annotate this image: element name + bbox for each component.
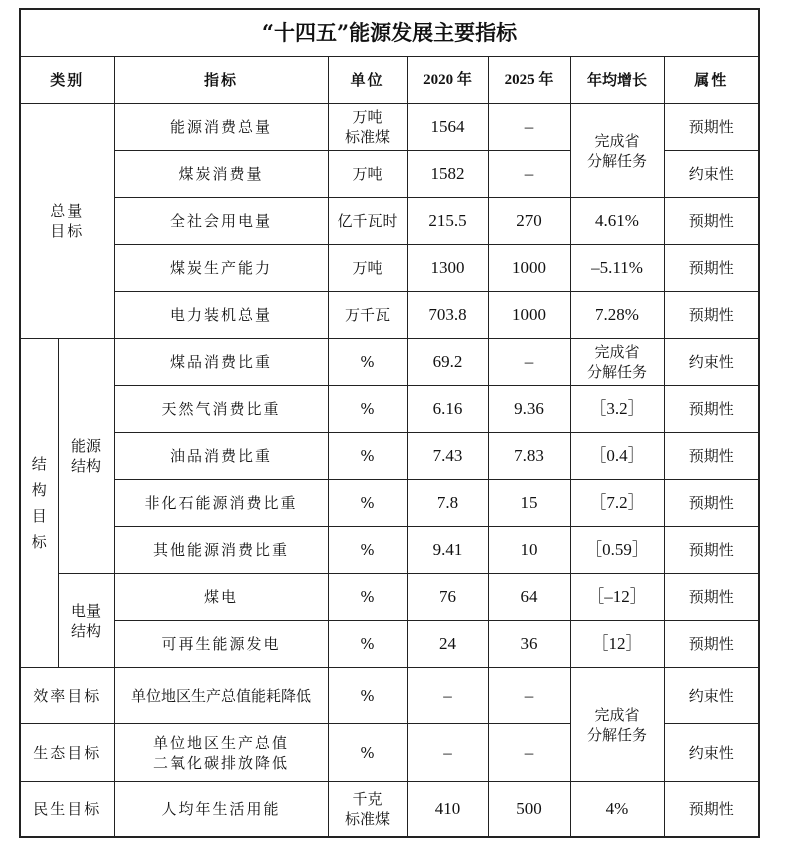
unit-cell: % xyxy=(328,339,407,386)
group-total: 总量 目标 xyxy=(20,104,114,339)
value-2020: 9.41 xyxy=(407,527,488,574)
table-row xyxy=(20,621,759,668)
value-2020: 1300 xyxy=(407,245,488,292)
value-2020: 7.43 xyxy=(407,433,488,480)
indicator-cell: 单位地区生产总值能耗降低 xyxy=(114,668,328,724)
table-title: “十四五”能源发展主要指标 xyxy=(20,9,759,57)
attribute-cell: 约束性 xyxy=(664,151,759,198)
value-2025: – xyxy=(488,724,570,782)
value-2020: 1582 xyxy=(407,151,488,198)
indicator-cell: 煤炭生产能力 xyxy=(114,245,328,292)
group-ecology: 生态目标 xyxy=(20,724,114,782)
unit-cell: % xyxy=(328,668,407,724)
unit-cell: 万吨 标准煤 xyxy=(328,104,407,151)
indicator-cell: 煤炭消费量 xyxy=(114,151,328,198)
value-2025: 64 xyxy=(488,574,570,621)
growth-cell: ［3.2］ xyxy=(570,386,664,433)
unit-cell: % xyxy=(328,724,407,782)
indicator-cell: 煤电 xyxy=(114,574,328,621)
value-2020: – xyxy=(407,668,488,724)
attribute-cell: 预期性 xyxy=(664,621,759,668)
attribute-cell: 预期性 xyxy=(664,574,759,621)
unit-cell: % xyxy=(328,527,407,574)
attribute-cell: 预期性 xyxy=(664,782,759,837)
attribute-cell: 约束性 xyxy=(664,339,759,386)
table-row xyxy=(20,574,759,621)
table-row xyxy=(20,386,759,433)
table-row xyxy=(20,339,759,386)
growth-cell: 4.61% xyxy=(570,198,664,245)
value-2020: – xyxy=(407,724,488,782)
value-2025: 36 xyxy=(488,621,570,668)
attribute-cell: 约束性 xyxy=(664,668,759,724)
indicator-cell: 人均年生活用能 xyxy=(114,782,328,837)
indicator-cell: 其他能源消费比重 xyxy=(114,527,328,574)
unit-cell: 万吨 xyxy=(328,245,407,292)
value-2025: – xyxy=(488,151,570,198)
value-2020: 410 xyxy=(407,782,488,837)
growth-cell: 7.28% xyxy=(570,292,664,339)
growth-cell: ［7.2］ xyxy=(570,480,664,527)
value-2025: 1000 xyxy=(488,245,570,292)
value-2020: 7.8 xyxy=(407,480,488,527)
group-structure: 结 构 目 标 xyxy=(20,339,58,668)
growth-cell: 4% xyxy=(570,782,664,837)
unit-cell: % xyxy=(328,621,407,668)
attribute-cell: 预期性 xyxy=(664,104,759,151)
growth-merged-cell: 完成省 分解任务 xyxy=(570,668,664,782)
indicator-cell: 天然气消费比重 xyxy=(114,386,328,433)
group-efficiency: 效率目标 xyxy=(20,668,114,724)
group-energy-structure: 能源 结构 xyxy=(58,339,114,574)
header-2020: 2020 年 xyxy=(407,57,488,104)
growth-cell: ［0.4］ xyxy=(570,433,664,480)
value-2020: 215.5 xyxy=(407,198,488,245)
header-growth: 年均增长 xyxy=(570,57,664,104)
table-row xyxy=(20,668,759,724)
indicator-cell: 全社会用电量 xyxy=(114,198,328,245)
attribute-cell: 预期性 xyxy=(664,198,759,245)
header-unit: 单位 xyxy=(328,57,407,104)
value-2025: – xyxy=(488,104,570,151)
value-2020: 76 xyxy=(407,574,488,621)
table-row xyxy=(20,198,759,245)
header-category: 类别 xyxy=(20,57,114,104)
attribute-cell: 预期性 xyxy=(664,245,759,292)
table-row xyxy=(20,782,759,837)
unit-cell: % xyxy=(328,574,407,621)
unit-cell: % xyxy=(328,480,407,527)
group-power-structure: 电量 结构 xyxy=(58,574,114,668)
attribute-cell: 预期性 xyxy=(664,527,759,574)
value-2025: 10 xyxy=(488,527,570,574)
value-2025: 15 xyxy=(488,480,570,527)
table-row xyxy=(20,292,759,339)
value-2025: 7.83 xyxy=(488,433,570,480)
table-row xyxy=(20,245,759,292)
value-2020: 24 xyxy=(407,621,488,668)
attribute-cell: 预期性 xyxy=(664,386,759,433)
growth-cell: ［12］ xyxy=(570,621,664,668)
growth-cell: ［–12］ xyxy=(570,574,664,621)
table-row xyxy=(20,480,759,527)
indicator-cell: 油品消费比重 xyxy=(114,433,328,480)
value-2025: – xyxy=(488,339,570,386)
header-indicator: 指标 xyxy=(114,57,328,104)
attribute-cell: 约束性 xyxy=(664,724,759,782)
indicator-cell: 电力装机总量 xyxy=(114,292,328,339)
attribute-cell: 预期性 xyxy=(664,433,759,480)
value-2025: 1000 xyxy=(488,292,570,339)
header-attribute: 属性 xyxy=(664,57,759,104)
unit-cell: 亿千瓦时 xyxy=(328,198,407,245)
unit-cell: 万千瓦 xyxy=(328,292,407,339)
energy-indicators-table xyxy=(19,8,760,838)
indicator-cell: 非化石能源消费比重 xyxy=(114,480,328,527)
unit-cell: 万吨 xyxy=(328,151,407,198)
indicator-cell: 煤品消费比重 xyxy=(114,339,328,386)
attribute-cell: 预期性 xyxy=(664,292,759,339)
table-row xyxy=(20,433,759,480)
value-2020: 703.8 xyxy=(407,292,488,339)
table-row xyxy=(20,104,759,151)
indicator-cell: 能源消费总量 xyxy=(114,104,328,151)
growth-cell: ［0.59］ xyxy=(570,527,664,574)
value-2020: 1564 xyxy=(407,104,488,151)
value-2020: 69.2 xyxy=(407,339,488,386)
value-2025: 500 xyxy=(488,782,570,837)
value-2020: 6.16 xyxy=(407,386,488,433)
table-row xyxy=(20,527,759,574)
growth-cell: –5.11% xyxy=(570,245,664,292)
value-2025: 270 xyxy=(488,198,570,245)
indicator-cell: 单位地区生产总值 二氧化碳排放降低 xyxy=(114,724,328,782)
attribute-cell: 预期性 xyxy=(664,480,759,527)
unit-cell: % xyxy=(328,433,407,480)
group-livelihood: 民生目标 xyxy=(20,782,114,837)
header-row xyxy=(20,57,759,104)
indicator-cell: 可再生能源发电 xyxy=(114,621,328,668)
value-2025: 9.36 xyxy=(488,386,570,433)
growth-cell: 完成省 分解任务 xyxy=(570,339,664,386)
value-2025: – xyxy=(488,668,570,724)
unit-cell: 千克 标准煤 xyxy=(328,782,407,837)
unit-cell: % xyxy=(328,386,407,433)
growth-merged-cell: 完成省 分解任务 xyxy=(570,104,664,198)
header-2025: 2025 年 xyxy=(488,57,570,104)
